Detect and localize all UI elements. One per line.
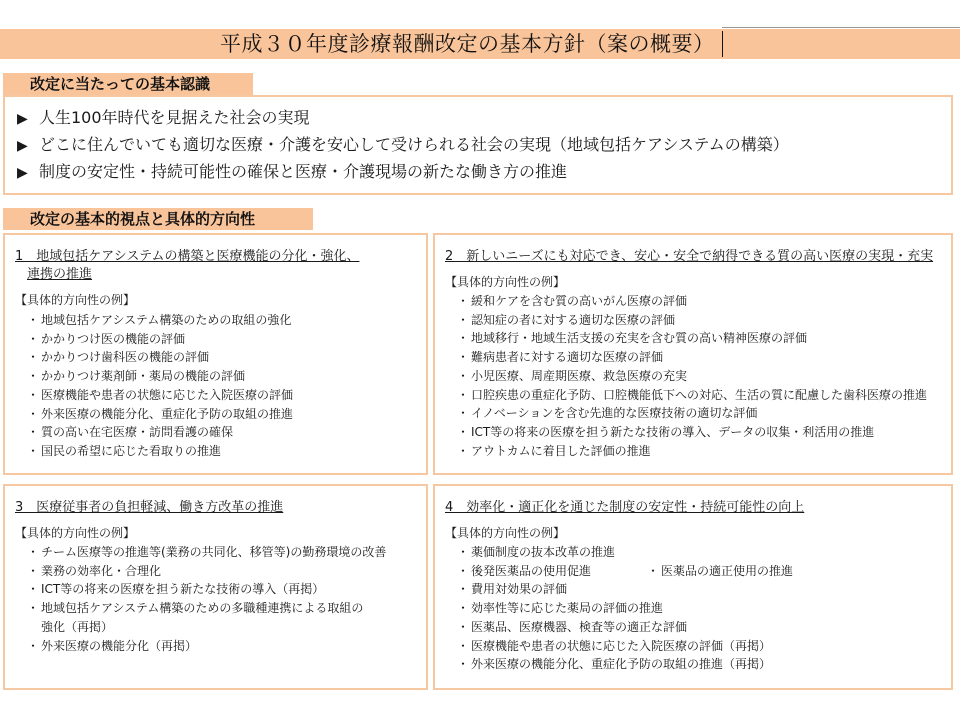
viewpoint-box-4 [433,484,953,690]
list-item: ・ 小児医療、周産期医療、救急医療の充実 [457,368,688,383]
examples-label: 【具体的方向性の例】 [445,275,566,289]
text-cursor [722,31,723,57]
basic-item: ▶ 制度の安定性・持続可能性の確保と医療・介護現場の新たな働き方の推進 [17,159,951,186]
basic-item: ▶ 人生100年時代を見据えた社会の実現 [17,105,951,132]
list-item: ・ 効率性等に応じた薬局の評価の推進 [457,601,664,616]
title-bar [0,29,960,59]
list-item: ・ 地域移行・地域生活支援の充実を含む質の高い精神医療の評価 [457,331,808,346]
basic-recognition-box [3,95,953,195]
list-item: ・ 難病患者に対する適切な医療の評価 [457,350,664,365]
viewpoint-1-heading-cont: 連携の推進 [27,267,93,282]
section-label-viewpoints: 改定の基本的視点と具体的方向性 [3,208,313,230]
list-item: ・ 緩和ケアを含む質の高いがん医療の評価 [457,294,688,308]
list-item: ・ 薬価制度の抜本改革の推進 [457,545,616,559]
list-item: ・ 地域包括ケアシステム構築のための多職種連携による取組の [27,601,364,616]
viewpoint-box-3 [3,484,428,690]
viewpoint-3-heading: 3 医療従事者の負担軽減、働き方改革の推進 [15,500,284,515]
list-item: ・ ICT等の将来の医療を担う新たな技術の導入（再掲） [27,582,325,597]
list-item: ・ 地域包括ケアシステム構築のための取組の強化 [27,313,292,327]
list-item: ・ 外来医療の機能分化、重症化予防の取組の推進 [27,406,294,421]
list-item: ・ 後発医薬品の使用促進 ・ 医薬品の適正使用の推進 [457,563,794,578]
list-item: ・ 口腔疾患の重症化予防、口腔機能低下への対応、生活の質に配慮した歯科医療の推進 [457,387,928,402]
list-item: ・ 認知症の者に対する適切な医療の評価 [457,312,676,327]
examples-label: 【具体的方向性の例】 [15,526,136,540]
title-divider [722,27,960,28]
viewpoint-2-list [457,292,927,460]
list-item: ・ ICT等の将来の医療を担う新たな技術の導入、データの収集・利活用の推進 [457,424,875,439]
list-item: ・ 外来医療の機能分化（再掲） [27,638,198,653]
triangle-bullet-icon: ▶ [17,138,28,154]
examples-label: 【具体的方向性の例】 [445,526,566,540]
list-item: ・ かかりつけ医の機能の評価 [27,331,186,346]
list-item: ・ 医療機能や患者の状態に応じた入院医療の評価（再掲） [457,638,772,653]
page-title: 平成３０年度診療報酬改定の基本方針（案の概要） [220,32,715,56]
viewpoint-box-1 [3,233,428,475]
list-item: ・ イノベーションを含む先進的な医療技術の適切な評価 [457,406,758,421]
list-item: ・ 医療機能や患者の状態に応じた入院医療の評価 [27,387,294,402]
list-item: ・ アウトカムに着目した評価の推進 [457,443,651,458]
list-item-continuation: 強化（再掲） [41,619,114,634]
section-label-basic-recognition: 改定に当たっての基本認識 [3,73,253,95]
basic-item: ▶ どこに住んでいても適切な医療・介護を安心して受けられる社会の実現（地域包括ケアシステムの構築） [17,132,951,159]
viewpoint-4-list [457,543,793,674]
viewpoint-1-list [27,311,293,461]
list-item: ・ 医薬品、医療機器、検査等の適正な評価 [457,619,688,634]
list-item: ・ かかりつけ歯科医の機能の評価 [27,350,210,365]
list-item: ・ かかりつけ薬剤師・薬局の機能の評価 [27,369,246,384]
viewpoint-box-2 [433,233,953,475]
viewpoint-2-heading: 2 新しいニーズにも対応でき、安心・安全で納得できる質の高い医療の実現・充実 [445,249,934,264]
list-item: ・ 費用対効果の評価 [457,582,568,597]
list-item: ・ 質の高い在宅医療・訪問看護の確保 [27,425,234,440]
viewpoint-1-heading: 1 地域包括ケアシステムの構築と医療機能の分化・強化、 [15,249,360,264]
list-item: ・ 業務の効率化・合理化 [27,563,162,578]
list-item: ・ 外来医療の機能分化、重症化予防の取組の推進（再掲） [457,657,772,672]
list-item: ・ チーム医療等の推進等(業務の共同化、移管等)の勤務環境の改善 [27,545,387,559]
viewpoint-4-heading: 4 効率化・適正化を通じた制度の安定性・持続可能性の向上 [445,500,805,515]
triangle-bullet-icon: ▶ [17,165,28,181]
viewpoint-3-list [27,543,386,655]
triangle-bullet-icon: ▶ [17,111,28,127]
examples-label: 【具体的方向性の例】 [15,293,136,307]
list-item: ・ 国民の希望に応じた看取りの推進 [27,443,222,458]
